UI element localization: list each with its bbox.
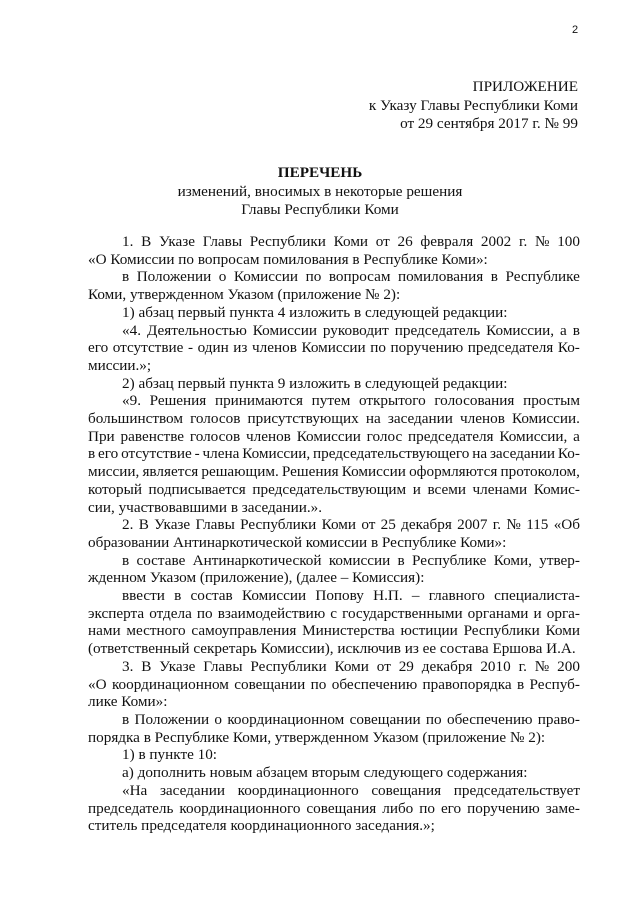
body-line: жденном Указом (приложение), (далее – Комиссия): (88, 569, 425, 587)
body-word: обеспечению (446, 710, 533, 728)
body-word: 1. (122, 233, 134, 250)
body-line (88, 587, 580, 605)
body-word: 200 (557, 657, 580, 675)
body-word: поручению (390, 339, 464, 357)
body-word: Коми, (493, 551, 532, 569)
body-word: Комиссии, (499, 427, 568, 445)
body-word: на (365, 410, 381, 428)
body-word: членов (246, 427, 291, 445)
body-word: по (425, 710, 442, 728)
body-word: Республики (463, 622, 540, 640)
body-word: отдела (149, 604, 192, 622)
body-word: на (472, 445, 488, 463)
body-word: председательствующего (313, 445, 470, 463)
body-word: Главы (203, 657, 243, 675)
appendix-date-number: от 29 сентября 2017 г. № 99 (400, 115, 578, 132)
body-word: эксперта (88, 604, 145, 622)
body-line (88, 268, 580, 286)
body-word: по (419, 799, 435, 817)
body-word: миссии, (88, 463, 140, 481)
body-word: председателя (467, 339, 554, 357)
body-line (88, 428, 580, 446)
body-word: 29 (398, 657, 414, 675)
body-word: по (370, 339, 386, 357)
body-line (88, 516, 580, 534)
body-word: либо (382, 799, 414, 817)
document-subtitle-line-2: Главы Республики Коми (241, 201, 399, 218)
body-word: оформляются (409, 463, 498, 481)
body-word: 25 (380, 516, 396, 534)
document-subtitle-line-1: изменений, вносимых в некоторые решения (177, 182, 463, 200)
body-word: координационного (237, 781, 359, 799)
body-word: поручению (467, 799, 540, 817)
body-word: В (138, 516, 149, 534)
body-word: нами (88, 622, 121, 640)
body-word: составе (136, 551, 186, 569)
body-word: в (122, 268, 130, 286)
body-word: а (560, 321, 567, 339)
body-word: членов (460, 410, 505, 428)
body-word: Главы (202, 233, 243, 250)
body-word: – (411, 587, 420, 605)
body-line (88, 410, 580, 428)
body-line (88, 800, 580, 818)
body-word: председательствующим (252, 480, 407, 498)
body-word: № (534, 657, 550, 675)
body-word: заседании (159, 781, 225, 799)
body-word: протоколом, (500, 463, 580, 481)
appendix-block (369, 78, 578, 134)
body-word: Решения (149, 392, 207, 410)
body-word: а (573, 427, 580, 445)
body-line: ститель председателя координационного заседания.»; (88, 817, 435, 835)
body-word: его (88, 339, 109, 357)
body-word: из (233, 339, 248, 357)
body-line: лике Коми»: (88, 693, 168, 711)
body-word: члена (202, 445, 240, 463)
body-word: по (310, 675, 327, 693)
body-word: совещания (306, 799, 377, 817)
body-word: и (412, 480, 421, 498)
body-word: 2010 (480, 657, 511, 675)
body-word: о (214, 710, 222, 728)
body-word: в (490, 268, 498, 286)
page-number: 2 (572, 24, 579, 36)
body-line: а) дополнить новым абзацем вторым следующего содержания: (122, 764, 528, 782)
body-word: декабря (401, 516, 452, 534)
body-word: ввести (122, 587, 165, 605)
body-word: Комис- (533, 480, 580, 498)
body-word: его (98, 445, 119, 463)
body-word: Коми (321, 516, 357, 534)
body-word: Комиссии (341, 463, 406, 481)
body-word: принимаются (214, 392, 303, 410)
appendix-reference: к Указу Главы Республики Коми (368, 96, 578, 114)
body-word: государственными (342, 604, 463, 622)
body-word: специалиста- (494, 587, 580, 605)
document-title: ПЕРЕЧЕНЬ (277, 164, 363, 181)
body-word: Ко- (557, 445, 580, 463)
body-word: в (122, 710, 130, 728)
body-word: голосования (434, 392, 515, 410)
body-word: Коми (333, 233, 369, 250)
body-word: решающим. (201, 463, 279, 481)
body-word: Указе (154, 516, 191, 534)
body-line (88, 445, 580, 463)
body-word: руководит (322, 321, 389, 339)
body-word: в (397, 551, 405, 569)
body-word: обеспечению (331, 675, 418, 693)
body-word: февраля (420, 233, 474, 250)
body-word: взаимодействию (217, 604, 326, 622)
body-word: Комиссии (296, 427, 361, 445)
body-word: Н.П. (373, 587, 403, 605)
body-word: Указе (159, 657, 196, 675)
body-line (88, 233, 580, 251)
body-line (88, 552, 580, 570)
body-word: «4. (122, 321, 141, 339)
body-word: Республике (411, 551, 487, 569)
body-word: Главы (195, 516, 235, 534)
body-line: 2) абзац первый пункта 9 изложить в следующей редакции: (122, 374, 508, 392)
body-word: В (141, 657, 152, 675)
body-word: отсутствие (121, 445, 192, 463)
body-word: орга- (546, 604, 580, 622)
body-word: Положении (136, 268, 212, 286)
body-word: самоуправления (191, 622, 297, 640)
body-word: большинством (88, 410, 183, 428)
body-line: 1) в пункте 10: (122, 746, 218, 764)
body-word: Указе (158, 233, 195, 250)
body-line: порядка в Республике Коми, утвержденном Указом (приложение № 2): (88, 728, 546, 746)
body-line (88, 782, 580, 800)
body-line (88, 711, 580, 729)
body-line (88, 605, 580, 623)
body-line: «О Комиссии по вопросам помилования в Республике Коми»: (88, 250, 488, 268)
body-word: 2. (122, 516, 134, 534)
body-line (88, 622, 580, 640)
body-word: заседании (489, 445, 555, 463)
body-word: Комиссии (241, 587, 307, 605)
body-word: и (533, 604, 542, 622)
body-word: от (361, 516, 376, 534)
body-word: координационного (179, 799, 301, 817)
body-word: координационном (227, 710, 345, 728)
body-word: Республики (250, 657, 327, 675)
body-word: Коми (545, 622, 580, 640)
body-word: простым (523, 392, 580, 410)
body-word: состав (190, 587, 233, 605)
body-word: юстиции (400, 622, 458, 640)
body-word: по (305, 268, 322, 286)
body-word: правопорядка (422, 675, 512, 693)
body-word: его (440, 799, 462, 817)
appendix-label: ПРИЛОЖЕНИЕ (472, 78, 578, 95)
body-word: который (88, 480, 142, 498)
body-line (88, 481, 580, 499)
body-word: о (218, 268, 227, 286)
body-word: Республике (505, 268, 580, 286)
body-word: заседании (387, 410, 453, 428)
body-word: равенстве (120, 427, 185, 445)
body-word: - (194, 445, 200, 463)
body-word: Антинаркотической (192, 551, 322, 569)
body-line (88, 676, 580, 694)
body-word: координационном (111, 675, 229, 693)
body-word: от (375, 233, 390, 250)
body-word: членами (472, 480, 528, 498)
body-word: - (187, 339, 193, 357)
body-word: «9. (122, 392, 141, 410)
body-word: 26 (397, 233, 413, 250)
body-word: Деятельностью (146, 321, 247, 339)
body-word: путем (311, 392, 351, 410)
body-word: помилования (397, 268, 484, 286)
body-word: голос (366, 427, 403, 445)
body-word: местного (126, 622, 186, 640)
body-word: Ко- (557, 339, 580, 357)
body-word: председатель (88, 799, 174, 817)
body-word: в (572, 321, 580, 339)
body-line: сии, участвовавшими в заседании.». (88, 498, 323, 516)
body-word: открытого (359, 392, 426, 410)
body-word: голосов (190, 410, 241, 428)
body-line (88, 658, 580, 676)
body-word: присутствующих (247, 410, 359, 428)
body-word: Положении (134, 710, 210, 728)
body-word: Республики (249, 233, 326, 250)
body-word: является (142, 463, 199, 481)
body-word: председателя (408, 427, 494, 445)
body-word: г. (518, 657, 527, 675)
body-word: один (197, 339, 229, 357)
body-word: от (376, 657, 391, 675)
body-line (88, 392, 580, 410)
body-word: отсутствие (112, 339, 184, 357)
body-word: г. (492, 516, 502, 534)
body-word: 115 (526, 516, 549, 534)
body-word: по (196, 604, 213, 622)
body-word: в (174, 587, 182, 605)
body-word: Комиссии (233, 268, 299, 286)
body-line: образовании Антинаркотической комиссии в Республике Коми»: (88, 533, 507, 551)
body-word: Министерства (302, 622, 395, 640)
body-word: Комиссии. (512, 410, 580, 428)
body-word: 3. (122, 657, 134, 675)
body-word: «На (122, 781, 148, 799)
body-word: Респуб- (529, 675, 580, 693)
body-word: № (534, 233, 550, 250)
body-word: Комиссии (301, 339, 366, 357)
body-word: При (88, 427, 115, 445)
body-word: Попову (315, 587, 364, 605)
body-word: 2002 (480, 233, 512, 250)
body-word: главного (428, 587, 485, 605)
heading-block (0, 164, 640, 220)
body-word: Комиссии, (242, 445, 311, 463)
body-word: совещании (349, 710, 421, 728)
document-body (88, 233, 580, 835)
body-word: «Об (553, 516, 580, 534)
body-word: подписывается (148, 480, 246, 498)
body-word: Комиссии (252, 321, 317, 339)
body-word: всеми (427, 480, 466, 498)
body-word: Республики (240, 516, 317, 534)
body-line: 1) абзац первый пункта 4 изложить в следующей редакции: (122, 303, 508, 321)
body-word: заме- (545, 799, 580, 817)
body-word: Коми (334, 657, 369, 675)
body-word: Решения (281, 463, 339, 481)
body-word: вопросам (328, 268, 391, 286)
body-word: в (122, 551, 130, 569)
body-word: в (88, 445, 96, 463)
body-word: органами (467, 604, 529, 622)
body-line (88, 463, 580, 481)
body-line (88, 339, 580, 357)
body-word: право- (537, 710, 580, 728)
body-word: в (516, 675, 525, 693)
body-word: комиссии (328, 551, 391, 569)
body-word: «О (88, 675, 107, 693)
body-word: 100 (557, 233, 580, 250)
body-word: голосов (189, 427, 241, 445)
body-word: с (330, 604, 338, 622)
body-word: 2007 (457, 516, 488, 534)
body-word: председательствует (453, 781, 580, 799)
body-line (88, 322, 580, 340)
body-word: членов (252, 339, 297, 357)
body-line: (ответственный секретарь Комиссии), исключив из ее состава Ершова И.А. (88, 640, 576, 658)
body-line: миссии.»; (88, 356, 152, 374)
body-line: Коми, утвержденном Указом (приложение № 2): (88, 286, 401, 304)
body-word: В (141, 233, 152, 250)
body-word: г. (518, 233, 528, 250)
body-word: Комиссии, (486, 321, 555, 339)
body-word: утвер- (539, 551, 580, 569)
body-word: совещания (371, 781, 442, 799)
body-word: № (506, 516, 521, 534)
body-word: совещании (234, 675, 306, 693)
body-word: председатель (394, 321, 481, 339)
body-word: декабря (421, 657, 473, 675)
